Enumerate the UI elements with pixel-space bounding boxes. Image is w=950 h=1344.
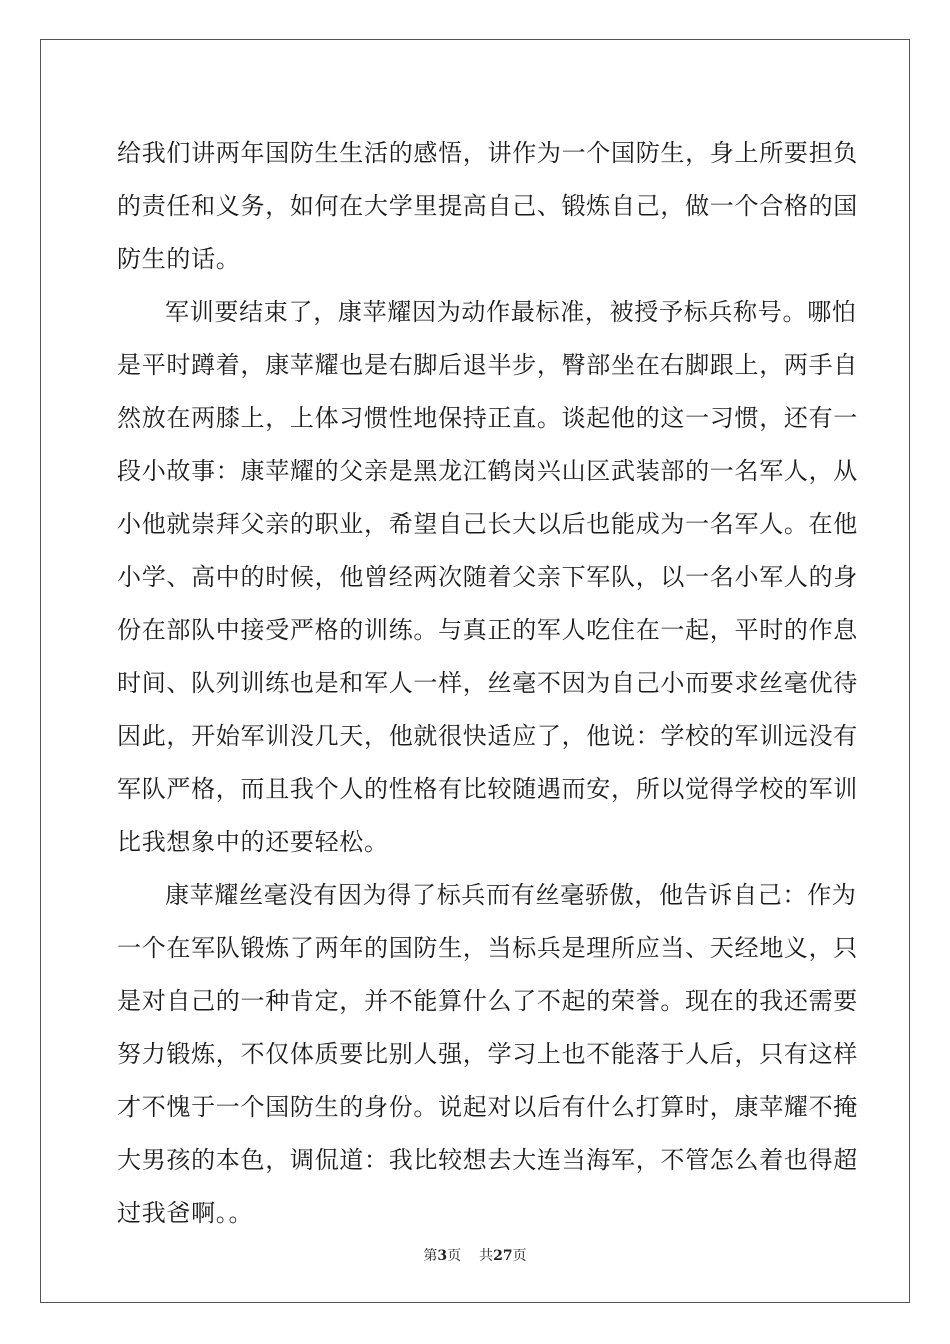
page-number: 3	[437, 1248, 448, 1264]
text-line: 军队严格，而且我个人的性格有比较随遇而安，所以觉得学校的军训	[117, 775, 858, 803]
text-line: 时间、队列训练也是和军人一样，丝毫不因为自己小而要求丝毫优待	[117, 669, 858, 697]
text-line: 是平时蹲着，康苹耀也是右脚后退半步，臀部坐在右脚跟上，两手自	[117, 351, 858, 379]
text-line: 防生的话。	[117, 245, 241, 273]
text-line: 小学、高中的时候，他曾经两次随着父亲下军队，以一名小军人的身	[117, 563, 858, 591]
document-body	[117, 127, 858, 1240]
paragraph-start-line: 康苹耀丝毫没有因为得了标兵而有丝毫骄傲，他告诉自己：作为	[165, 881, 857, 909]
text-line: 一个在军队锻炼了两年的国防生，当标兵是理所应当、天经地义，只	[117, 934, 858, 962]
text-line: 过我爸啊。。	[117, 1199, 254, 1227]
text-line: 大男孩的本色，调侃道：我比较想去大连当海军，不管怎么着也得超	[117, 1146, 858, 1174]
total-prefix: 共	[479, 1248, 494, 1264]
total-suffix: 页	[512, 1248, 527, 1264]
text-line: 因此，开始军训没几天，他就很快适应了，他说：学校的军训远没有	[117, 722, 858, 750]
text-line: 是对自己的一种肯定，并不能算什么了不起的荣誉。现在的我还需要	[117, 987, 858, 1015]
text-line: 给我们讲两年国防生生活的感悟，讲作为一个国防生，身上所要担负	[117, 139, 858, 167]
text-line: 努力锻炼，不仅体质要比别人强，学习上也不能落于人后，只有这样	[117, 1040, 858, 1068]
text-line: 才不愧于一个国防生的身份。说起对以后有什么打算时，康苹耀不掩	[117, 1093, 858, 1121]
text-line: 的责任和义务，如何在大学里提高自己、锻炼自己，做一个合格的国	[117, 192, 858, 220]
text-line: 份在部队中接受严格的训练。与真正的军人吃住在一起，平时的作息	[117, 616, 858, 644]
text-line: 段小故事：康苹耀的父亲是黑龙江鹤岗兴山区武装部的一名军人，从	[117, 457, 858, 485]
page-prefix: 第	[423, 1248, 438, 1264]
total-pages: 27	[493, 1248, 513, 1264]
text-line: 然放在两膝上，上体习惯性地保持正直。谈起他的这一习惯，还有一	[117, 404, 858, 432]
page-suffix: 页	[447, 1248, 462, 1264]
text-line: 小他就崇拜父亲的职业，希望自己长大以后也能成为一名军人。在他	[117, 510, 858, 538]
paragraph-start-line: 军训要结束了，康苹耀因为动作最标准，被授予标兵称号。哪怕	[165, 298, 857, 326]
text-line: 比我想象中的还要轻松。	[117, 828, 389, 856]
page-footer	[0, 1245, 950, 1265]
